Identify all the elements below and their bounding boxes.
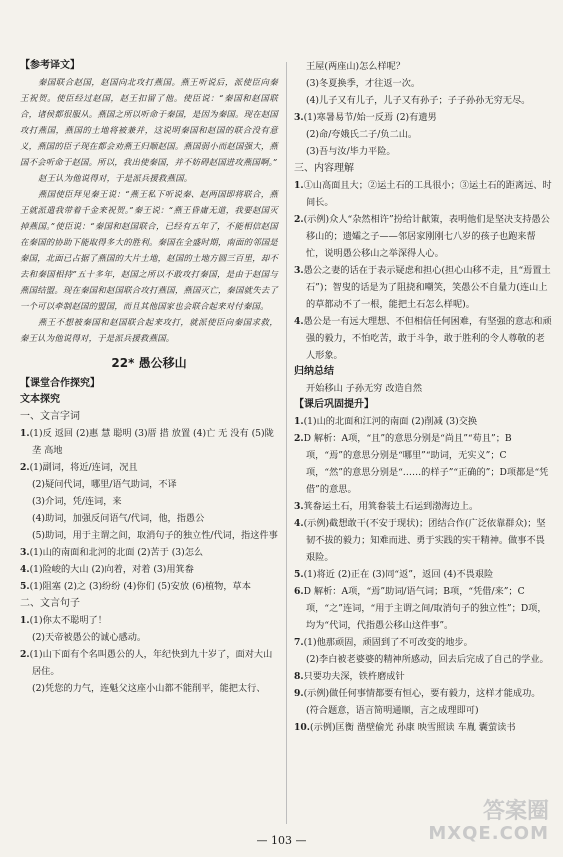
list-item bbox=[20, 578, 278, 595]
page-number: — 103 — bbox=[256, 834, 307, 847]
list-item bbox=[20, 629, 278, 646]
watermark-text: 答案圈 bbox=[482, 799, 549, 824]
list-item bbox=[294, 651, 552, 668]
summary-heading: 归纳总结 bbox=[294, 366, 334, 377]
item-text: (1)山的南面和北河的北面 (2)苦于 (3)怎么 bbox=[29, 547, 204, 558]
right-column bbox=[294, 58, 552, 736]
list-item bbox=[20, 476, 278, 493]
translation-paragraph: 秦国联合赵国，赵国向北攻打燕国。燕王听说后，派使臣向秦王祝贺。使臣经过赵国，赵王扣留了他。使臣说：“秦国和赵国联合，诸侯都很服从。燕国之所以听命于秦国，是因为秦国。现在赵国攻打燕国，燕国的土地将被兼并，这说明秦国和赵国的联合没有意义，燕国的臣子现在都会劝燕王归顺赵国。燕国弱小而赵国强大，燕国不会听命于赵国。所以，我出使秦国，并不妨碍赵国进攻燕国啊。” bbox=[20, 77, 278, 167]
item-number: 10. bbox=[294, 722, 310, 733]
item-text: (示例)众人“杂然相许”扮给计献策，表明他们是坚决支持愚公移山的；遗孀之子——邻居家刚刚七八岁的孩子也跑来帮忙，说明愚公移山之举深得人心。 bbox=[303, 214, 550, 259]
item-number: 2. bbox=[20, 649, 30, 660]
list-item bbox=[294, 430, 552, 498]
item-text: (1)山下面有个名叫愚公的人，年纪快到九十岁了，面对大山居住。 bbox=[29, 649, 273, 677]
item-text: (2)命/夸娥氏二子/负二山。 bbox=[306, 129, 418, 140]
item-number: 1. bbox=[294, 180, 304, 191]
reference-translation-heading: 【参考译文】 bbox=[20, 60, 80, 71]
classroom-heading: 【课堂合作探究】 bbox=[20, 378, 100, 389]
item-text: (1)你太不聪明了！ bbox=[29, 615, 107, 626]
item-text: (1)寒暑易节/始一反焉 (2)有遗男 bbox=[303, 112, 437, 123]
section-heading: 一、文言字词 bbox=[20, 411, 80, 422]
list-item bbox=[294, 211, 552, 262]
item-number: 1. bbox=[20, 615, 30, 626]
list-item bbox=[294, 262, 552, 313]
item-text: 王屋(两座山)怎么样呢？ bbox=[306, 61, 406, 72]
item-text: (2)凭您的力气，连魁父这座小山都不能削平，能把太行、 bbox=[32, 683, 266, 694]
item-number: 2. bbox=[20, 462, 30, 473]
item-text: ①山高面且大；②运土石的工具很小；③运土石的距离远、时间长。 bbox=[303, 180, 552, 208]
item-text: (2)李白被老婆婆的精神所感动，回去后完成了自己的学业。 bbox=[306, 654, 549, 665]
list-item bbox=[294, 109, 552, 126]
item-number: 4. bbox=[294, 316, 304, 327]
list-item bbox=[20, 493, 278, 510]
item-number: 1. bbox=[294, 416, 304, 427]
list-item bbox=[20, 680, 278, 697]
answer-list bbox=[294, 413, 552, 736]
item-text: (2)天帝被愚公的诚心感动。 bbox=[32, 632, 147, 643]
translation-paragraph: 燕王不想被秦国和赵国联合起来攻打，就派使臣向秦国求救，秦王认为他说得对，于是派兵援救燕国。 bbox=[20, 317, 278, 343]
item-text: (4)儿子又有儿子，儿子又有孙子；子子孙孙无穷无尽。 bbox=[306, 95, 531, 106]
item-text: (1)副词，将近/连词，况且 bbox=[29, 462, 138, 473]
list-item bbox=[20, 612, 278, 629]
item-number: 3. bbox=[294, 265, 304, 276]
item-number: 2. bbox=[294, 214, 304, 225]
watermark-logo bbox=[428, 801, 549, 845]
list-item bbox=[294, 58, 552, 75]
list-item bbox=[294, 126, 552, 143]
list-item bbox=[294, 413, 552, 430]
item-number: 3. bbox=[294, 501, 304, 512]
list-item bbox=[20, 646, 278, 680]
text-explore-heading: 文本探究 bbox=[20, 394, 60, 405]
list-item bbox=[20, 425, 278, 459]
column-divider bbox=[286, 62, 287, 824]
answer-list bbox=[294, 58, 552, 160]
section-heading: 三、内容理解 bbox=[294, 163, 354, 174]
item-text: (示例)做任何事情都要有恒心，要有毅力，这样才能成功。(符合题意，语言简明通顺，言之成理即可) bbox=[303, 688, 541, 716]
item-number: 6. bbox=[294, 586, 304, 597]
item-number: 4. bbox=[294, 518, 304, 529]
item-text: (3)吾与汝/毕力平险。 bbox=[306, 146, 396, 157]
item-text: D 解析：A项，“且”的意思分别是“尚且”“苟且”；B项，“焉”的意思分别是“哪里”“助词，无实义”；C项，“然”的意思分别是“……的样子”“正确的”；D项都是“凭借”的意思。 bbox=[303, 433, 549, 495]
item-text: (2)疑问代词，哪里/语气助词，不译 bbox=[32, 479, 177, 490]
watermark-domain: MXQE.COM bbox=[428, 823, 549, 844]
item-text: (3)冬夏换季，才往返一次。 bbox=[306, 78, 421, 89]
list-item bbox=[294, 313, 552, 364]
list-item bbox=[294, 75, 552, 92]
item-text: 只要功夫深，铁杵磨成针 bbox=[303, 671, 405, 682]
item-text: (1)将近 (2)正在 (3)同“返”，返回 (4)不畏艰险 bbox=[303, 569, 494, 580]
list-item bbox=[20, 544, 278, 561]
translation-paragraph: 燕国使臣拜见秦王说：“燕王私下听说秦、赵两国即将联合，燕王就派遣我带着千金来祝贺。”秦王说：“燕王昏庸无道，我要赵国灭掉燕国。”使臣说：“秦国和赵国联合，已经有五年了，不能相信赵国在秦国的协助下能取得多大的胜利。秦国在全盛时期，南面的邻国是秦国，北面已占据了燕国的大片土地，赵国的土地方圆三百里，却不去和秦国相持”五十多年，赵国之所以不敢攻打秦国，是由于赵国与燕国结盟。现在秦国和赵国联合攻打燕国，燕国灭亡，秦国就失去了一个可以牵制赵国的盟国，而且其他国家也会联合起来对付秦国。 bbox=[20, 189, 278, 311]
list-item bbox=[294, 143, 552, 160]
translation-paragraph: 赵王认为他说得对，于是派兵援救燕国。 bbox=[38, 173, 193, 183]
item-text: (示例)匡衡 凿壁偷光 孙康 映雪照读 车胤 囊萤读书 bbox=[309, 722, 516, 733]
answer-list bbox=[20, 425, 278, 595]
list-item bbox=[294, 719, 552, 736]
answer-list bbox=[294, 177, 552, 364]
list-item bbox=[294, 92, 552, 109]
list-item bbox=[294, 566, 552, 583]
item-text: (1)山的北面和江河的南面 (2)削减 (3)交换 bbox=[303, 416, 478, 427]
item-number: 5. bbox=[294, 569, 304, 580]
list-item bbox=[20, 561, 278, 578]
item-number: 8. bbox=[294, 671, 304, 682]
list-item bbox=[294, 634, 552, 651]
item-text: (1)他那顽固，顽固到了不可改变的地步。 bbox=[303, 637, 473, 648]
item-text: (1)反 返回 (2)惠 慧 聪明 (3)厝 措 放置 (4)亡 无 没有 (5)陇 垄 高地 bbox=[29, 428, 274, 456]
lesson-title: 22* 愚公移山 bbox=[111, 356, 187, 370]
list-item bbox=[20, 510, 278, 527]
item-text: (1)阻塞 (2)之 (3)纷纷 (4)你们 (5)安放 (6)植物，草本 bbox=[29, 581, 251, 592]
item-number: 5. bbox=[20, 581, 30, 592]
item-text: 愚公是一有远大理想、不但相信任何困难，有坚强的意志和顽强的毅力，不怕吃苦，敢于斗争，敢于胜利的令人尊敬的老人形象。 bbox=[303, 316, 552, 361]
item-text: (5)助词，用于主谓之间，取消句子的独立性/代词，指这件事 bbox=[32, 530, 278, 541]
list-item bbox=[294, 177, 552, 211]
item-number: 2. bbox=[294, 433, 304, 444]
item-text: (3)介词，凭/连词，来 bbox=[32, 496, 122, 507]
answer-list bbox=[20, 612, 278, 697]
list-item bbox=[294, 583, 552, 634]
item-text: 箕畚运土石，用箕畚装土石运到渤海边上。 bbox=[303, 501, 479, 512]
section-heading: 二、文言句子 bbox=[20, 598, 80, 609]
list-item bbox=[20, 527, 278, 544]
item-text: 愚公之妻的话在于表示疑虑和担心(担心山移不走，且“焉置土石”)；智叟的话是为了阻挠和嘲笑，笑愚公不自量力(连山上的草都动不了一根，能把土石怎么样呢)。 bbox=[303, 265, 551, 310]
item-number: 7. bbox=[294, 637, 304, 648]
item-number: 3. bbox=[294, 112, 304, 123]
item-text: (示例)截想敢干(不安于现状)；团结合作(广泛依靠群众)；坚韧不拔的毅力；知难而进、勇于实践的实干精神。做事不畏艰险。 bbox=[303, 518, 546, 563]
list-item bbox=[20, 459, 278, 476]
item-number: 9. bbox=[294, 688, 304, 699]
item-number: 1. bbox=[20, 428, 30, 439]
list-item bbox=[294, 685, 552, 719]
list-item bbox=[294, 498, 552, 515]
item-text: (4)助词，加强反问语气/代词，他，指愚公 bbox=[32, 513, 205, 524]
item-text: (1)险峻的大山 (2)向着，对着 (3)用箕畚 bbox=[29, 564, 194, 575]
item-text: D 解析：A项，“焉”助词/语气词；B项，“凭借/来”；C项，“之”连词，“用于主谓之间/取消句子的独立性”；D项，均为“代词，代指愚公移山这件事”。 bbox=[303, 586, 547, 631]
list-item bbox=[294, 668, 552, 685]
summary-text: 开始移山 子孙无穷 改造自然 bbox=[306, 383, 423, 394]
item-number: 4. bbox=[20, 564, 30, 575]
left-column bbox=[20, 58, 278, 697]
after-class-heading: 【课后巩固提升】 bbox=[294, 399, 374, 410]
list-item bbox=[294, 515, 552, 566]
item-number: 3. bbox=[20, 547, 30, 558]
